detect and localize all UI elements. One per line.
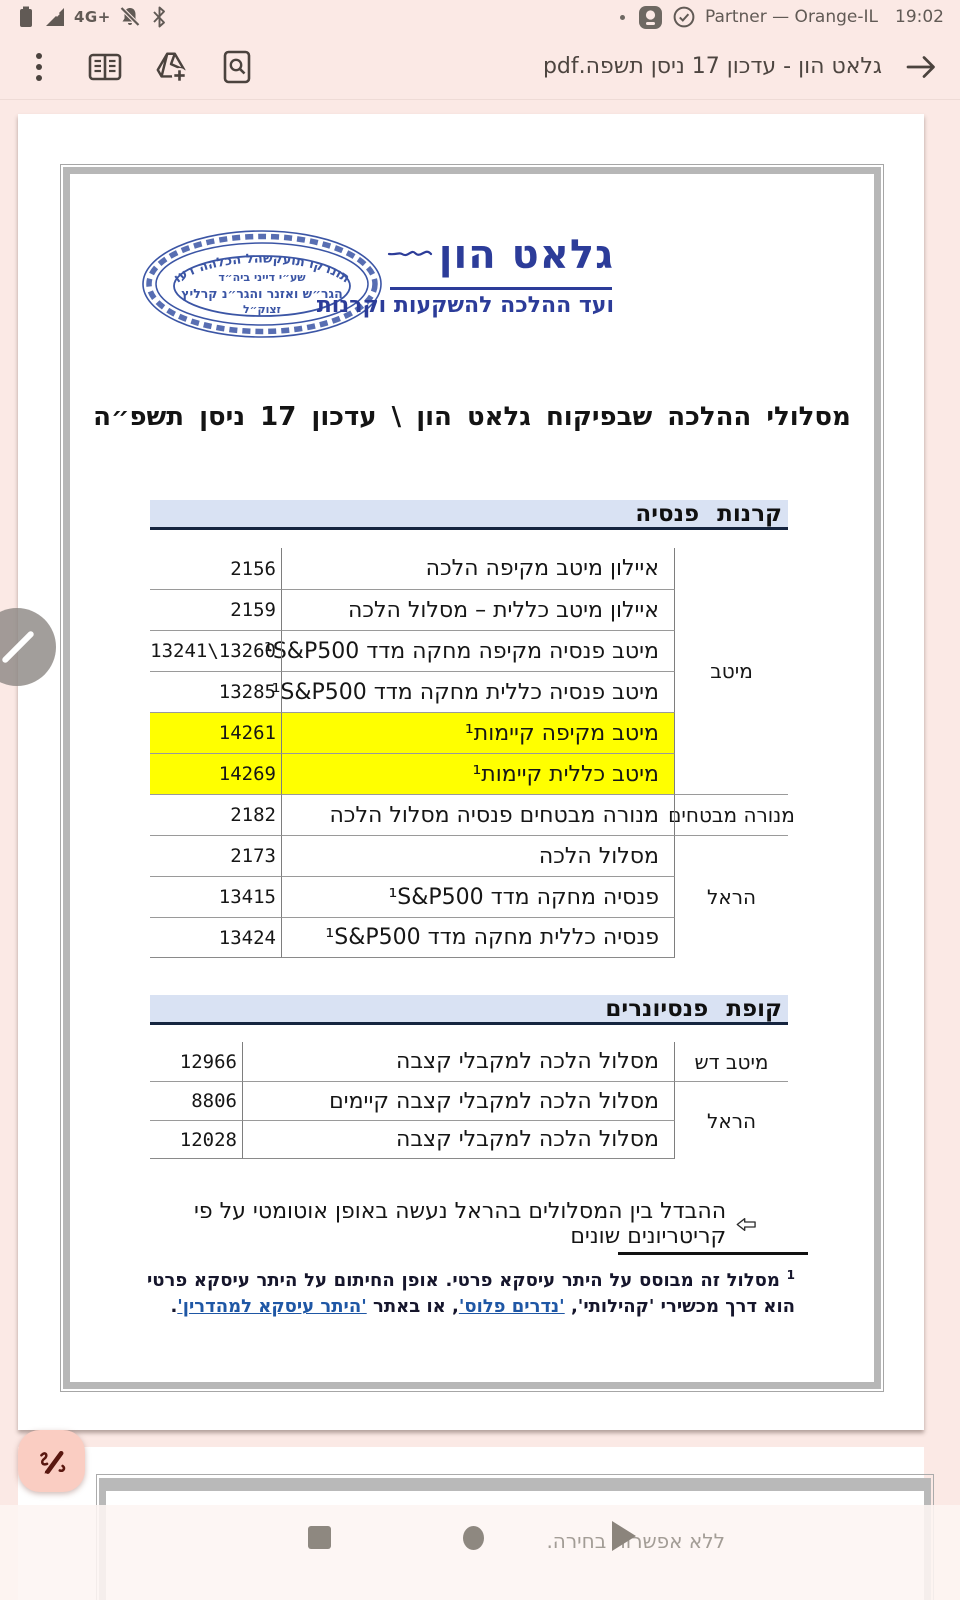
android-nav-bar	[0, 1505, 960, 1600]
managed-check-icon	[672, 5, 696, 29]
company-cell: הראל	[675, 835, 788, 958]
track-number-cell: 13241\13260	[150, 630, 282, 671]
track-name-cell: מסלול הלכה למקבלי קצבה	[243, 1042, 675, 1081]
page-title: מסלולי ההלכה שבפיקוח גלאט הון \ עדכון 17 ניסן תשפ״ה	[93, 402, 851, 432]
svg-text:הגר״ש ואזנר והגר״נ קרליץ: הגר״ש ואזנר והגר״נ קרליץ	[181, 286, 343, 301]
company-cell: מיטב דש	[694, 1049, 769, 1074]
section-header-pension-funds: קרנות פנסיה	[150, 500, 788, 530]
brand-subtitle: ועד ההלכה להשקעות וקרנות	[316, 293, 614, 318]
back-triangle-icon[interactable]	[612, 1521, 636, 1551]
track-number-cell: 2159	[150, 589, 282, 630]
reader-mode-icon[interactable]	[88, 50, 122, 84]
bluetooth-icon	[149, 5, 169, 29]
brand-underline	[390, 287, 612, 290]
pension-funds-table	[150, 548, 795, 958]
track-number-cell-highlighted: 14261	[150, 712, 282, 753]
svg-text:ועד ההלכה להשקעות וקרנות: ועד ההלכה להשקעות וקרנות	[171, 251, 353, 287]
track-name-cell: מנורה מבטחים פנסיה מסלול הלכה	[282, 794, 675, 835]
brand-row	[348, 226, 614, 284]
home-circle-icon[interactable]	[463, 1526, 484, 1550]
track-name-cell: איילון מיטב מקיפה הלכה	[282, 548, 675, 589]
overflow-menu-icon[interactable]	[22, 50, 56, 84]
annotate-fab[interactable]	[18, 1430, 85, 1492]
flourish-icon	[387, 245, 433, 265]
track-number-cell: 2156	[150, 548, 282, 589]
back-arrow-icon[interactable]	[904, 50, 938, 84]
track-number-cell: 2182	[150, 794, 282, 835]
track-number-cell: 13424	[150, 917, 282, 958]
recents-square-icon[interactable]	[308, 1526, 331, 1549]
company-cell: מנורה מבטחים	[675, 794, 788, 835]
left-arrow-icon	[736, 1216, 756, 1233]
document-title: גלאט הון - עדכון 17 ניסן תשפה.pdf	[542, 54, 882, 79]
footnote-divider	[618, 1252, 808, 1255]
harel-difference-note	[150, 1199, 756, 1249]
track-name-cell: פנסיה מחקה מדד ¹S&P500	[282, 876, 675, 917]
track-number-cell: 13415	[150, 876, 282, 917]
add-to-drive-icon[interactable]	[154, 50, 188, 84]
footnote-text: מסלול זה מבוסס על היתר עיסקא פרטי. אופן החיתום על היתר עיסקא פרטי הוא דרך מכשירי 'קהילותי',	[147, 1270, 795, 1317]
track-number-cell: 8806	[150, 1081, 243, 1120]
notification-dot	[620, 15, 625, 20]
status-time: 19:02	[895, 7, 944, 27]
status-bar	[0, 0, 960, 34]
nedarim-plus-link[interactable]: 'נדרים פלוס'	[458, 1296, 565, 1317]
track-name-cell: מיטב פנסיה מקיפה מחקה מדד ¹S&P500	[282, 630, 675, 671]
track-name-cell: איילון מיטב כללית – מסלול הלכה	[282, 589, 675, 630]
carrier-label: Partner — Orange-IL	[704, 7, 878, 27]
annotate-pen-icon	[35, 1444, 69, 1478]
notifications-off-icon	[118, 5, 142, 29]
footnote-text: .	[170, 1296, 178, 1317]
heter-iska-link[interactable]: 'היתר עיסקא למהדרין'	[177, 1296, 367, 1317]
company-cell: הראל	[675, 1081, 788, 1159]
footnote-marker: 1	[786, 1268, 795, 1282]
track-number-cell: 13285	[150, 671, 282, 712]
company-cell: מיטב	[710, 659, 753, 683]
footnote-text: , או באתר	[366, 1296, 459, 1317]
track-name-cell-highlighted: מיטב מקיפה קיימות¹	[282, 712, 675, 753]
network-type-label: 4G+	[74, 8, 111, 26]
pdf-viewer-toolbar	[0, 34, 960, 100]
status-left-icons	[16, 5, 169, 29]
battery-icon	[16, 5, 36, 29]
track-number-cell-highlighted: 14269	[150, 753, 282, 794]
track-number-cell: 12966	[150, 1042, 243, 1081]
track-number-cell: 12028	[150, 1120, 243, 1159]
note-text: ההבדל בין המסלולים בהראל נעשה באופן אוטומטי על פי קריטריונים שונים	[194, 1199, 727, 1249]
keyboard-icon	[638, 5, 663, 30]
track-name-cell: מסלול הלכה למקבלי קצבה	[243, 1120, 675, 1159]
track-name-cell: מסלול הלכה למקבלי קצבה קיימים	[243, 1081, 675, 1120]
track-name-cell: מיטב פנסיה כללית מחקה מדד ¹S&P500	[282, 671, 675, 712]
footnote	[147, 1262, 795, 1320]
svg-text:שע״י דייני ביה״ד: שע״י דייני ביה״ד	[218, 271, 306, 284]
svg-text:זצוק״ל: זצוק״ל	[243, 303, 281, 316]
nav-hint-text: ללא אפשרות בחירה.	[546, 1529, 725, 1553]
signal-triangle-icon	[43, 5, 67, 29]
pensioners-fund-table	[150, 1042, 788, 1159]
track-number-cell: 2173	[150, 835, 282, 876]
track-name-cell: מסלול הלכה	[282, 835, 675, 876]
status-right	[620, 5, 944, 30]
pdf-page-1[interactable]	[18, 114, 924, 1430]
brand-wordmark: גלאט הון	[438, 232, 614, 278]
section-header-pensioners-fund: קופת פנסיונרים	[150, 995, 788, 1025]
track-name-cell-highlighted: מיטב כללית קיימות¹	[282, 753, 675, 794]
track-name-cell: פנסיה כללית מחקה מדד ¹S&P500	[282, 917, 675, 958]
find-in-file-icon[interactable]	[220, 50, 254, 84]
